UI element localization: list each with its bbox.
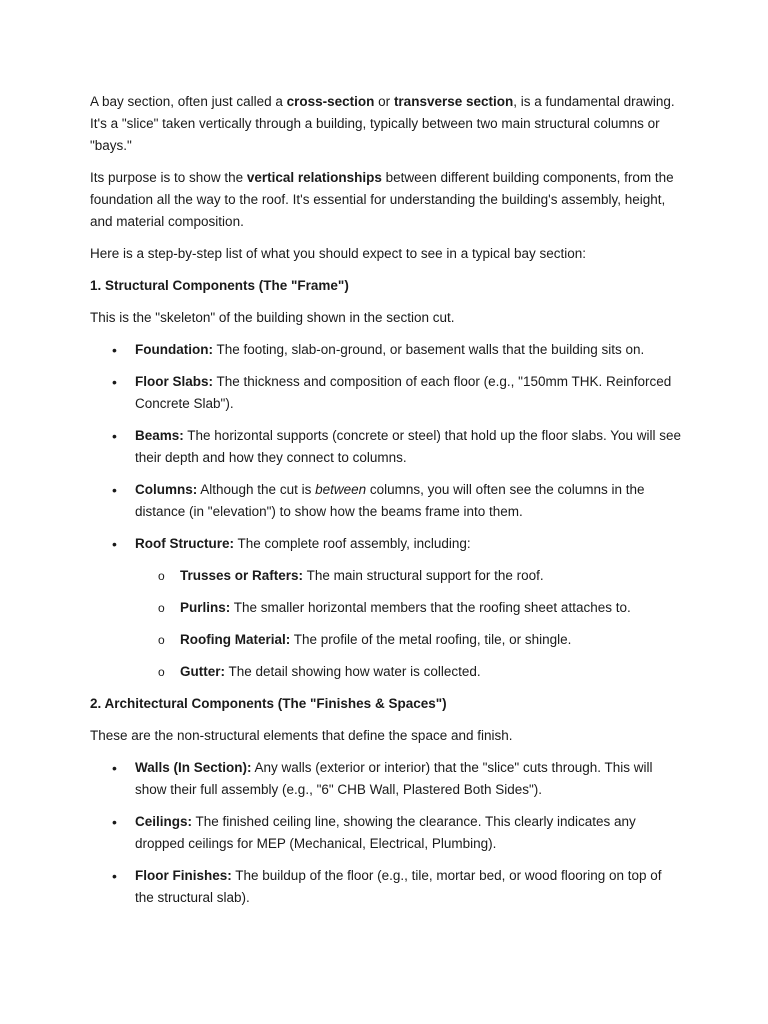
item-term: Ceilings: (135, 814, 193, 829)
list-item (90, 479, 682, 523)
item-text: Any walls (exterior or interior) that the "slice" cuts through. This will show their full assembly (e.g., "6" CHB Wall, Plastered Both Sides"). (135, 760, 653, 797)
item-term: Columns: (135, 482, 198, 497)
text-run: , is a fundamental drawing. It's a "slice" taken vertically through a building, typically between two main structural columns or "bays." (90, 94, 675, 153)
item-term: Floor Finishes: (135, 868, 232, 883)
item-text: The smaller horizontal members that the roofing sheet attaches to. (230, 600, 631, 615)
item-text: The detail showing how water is collected. (225, 664, 481, 679)
section-heading-architectural: 2. Architectural Components (The "Finishes & Spaces") (90, 696, 447, 711)
term-vertical-relationships: vertical relationships (246, 170, 382, 185)
structural-list (90, 339, 682, 683)
sub-list-item (135, 597, 682, 619)
roof-sub-list (135, 565, 682, 683)
list-item (90, 339, 682, 361)
list-item (90, 865, 682, 909)
item-term: Trusses or Rafters: (180, 568, 304, 583)
item-text: The main structural support for the roof. (303, 568, 544, 583)
sub-list-item (135, 629, 682, 651)
term-transverse-section: transverse section (393, 94, 514, 109)
architectural-list (90, 757, 682, 909)
sub-bullet-marker: o (158, 633, 165, 647)
sub-bullet-marker: o (158, 601, 165, 615)
item-text: The finished ceiling line, showing the clearance. This clearly indicates any dropped ceilings for MEP (Mechanical, Electrical, Plumbing). (135, 814, 636, 851)
item-text: The buildup of the floor (e.g., tile, mortar bed, or wood flooring on top of the structural slab). (135, 868, 662, 905)
item-text: The horizontal supports (concrete or steel) that hold up the floor slabs. You will see their depth and how they connect to columns. (135, 428, 682, 465)
intro-paragraph-3: Here is a step-by-step list of what you should expect to see in a typical bay section: (90, 246, 587, 261)
section-intro-architectural: These are the non-structural elements that define the space and finish. (90, 728, 513, 743)
intro-paragraph-1 (90, 91, 682, 157)
sub-bullet-marker: o (158, 665, 165, 679)
item-term: Walls (In Section): (135, 760, 252, 775)
sub-list-item (135, 661, 682, 683)
text-run: or (374, 94, 394, 109)
list-item (90, 811, 682, 855)
list-item (90, 757, 682, 801)
item-term: Foundation: (135, 342, 213, 357)
section-heading-structural: 1. Structural Components (The "Frame") (90, 278, 349, 293)
item-term: Roof Structure: (135, 536, 234, 551)
sub-bullet-marker: o (158, 569, 165, 583)
item-text: columns, you will often see the columns in the distance (in "elevation") to show how the beams frame into them. (135, 482, 645, 519)
item-emphasis: between (315, 482, 367, 497)
document-body (90, 91, 682, 919)
item-text: Although the cut is (197, 482, 316, 497)
list-item (90, 533, 682, 683)
item-term: Beams: (135, 428, 184, 443)
section-intro-structural: This is the "skeleton" of the building shown in the section cut. (90, 310, 455, 325)
item-text: The complete roof assembly, including: (234, 536, 471, 551)
text-run: A bay section, often just called a (90, 94, 287, 109)
term-cross-section: cross-section (286, 94, 375, 109)
text-run: between different building components, from the foundation all the way to the roof. It's essential for understanding the building's assembly, height, and material composition. (90, 170, 674, 229)
sub-list-item (135, 565, 682, 587)
item-term: Gutter: (180, 664, 225, 679)
item-term: Roofing Material: (180, 632, 291, 647)
text-run: Its purpose is to show the (90, 170, 247, 185)
item-text: The profile of the metal roofing, tile, or shingle. (290, 632, 572, 647)
list-item (90, 371, 682, 415)
item-text: The footing, slab-on-ground, or basement walls that the building sits on. (212, 342, 645, 357)
item-term: Purlins: (180, 600, 231, 615)
item-text: The thickness and composition of each floor (e.g., "150mm THK. Reinforced Concrete Slab"). (135, 374, 672, 411)
list-item (90, 425, 682, 469)
intro-paragraph-2 (90, 167, 682, 233)
item-term: Floor Slabs: (135, 374, 214, 389)
